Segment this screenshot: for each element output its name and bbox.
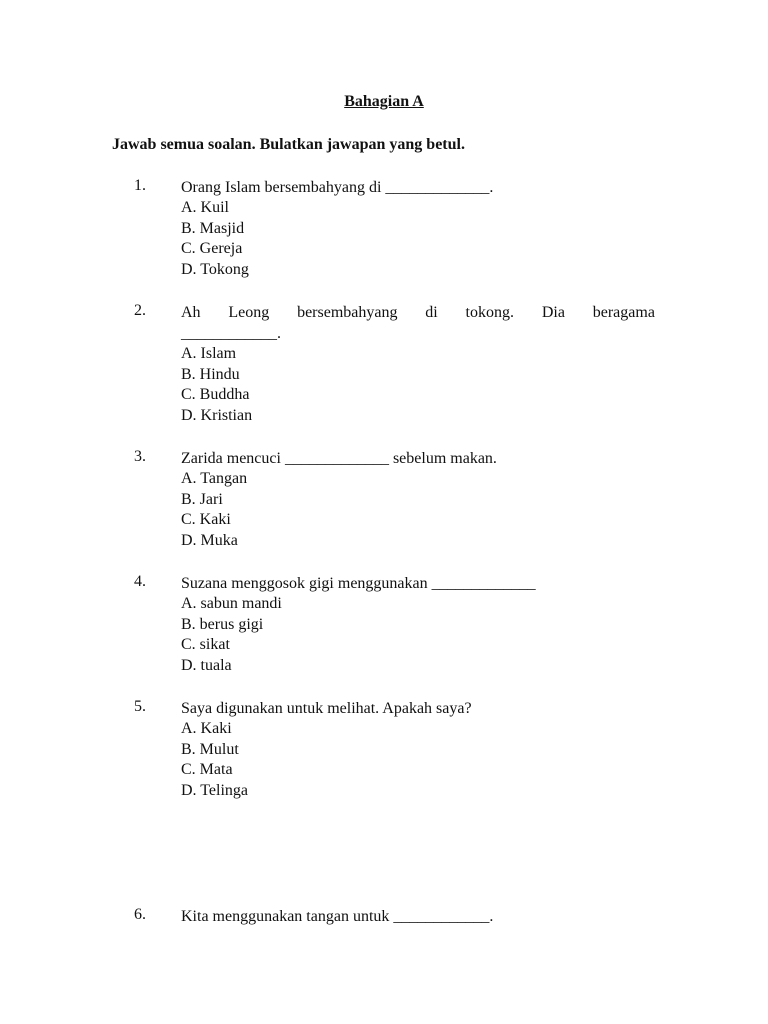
question-text: Saya digunakan untuk melihat. Apakah saya? xyxy=(181,700,472,717)
option-d[interactable]: D. Telinga xyxy=(181,782,249,800)
option-a[interactable]: A. Kaki xyxy=(181,720,232,737)
question-number: 4. xyxy=(134,573,146,590)
options-list xyxy=(181,594,655,677)
option-c[interactable]: C. Mata xyxy=(181,761,233,779)
option-a[interactable]: A. sabun mandi xyxy=(181,595,282,612)
question-word: di xyxy=(425,304,438,321)
options-list xyxy=(181,469,655,552)
option-b[interactable]: B. Hindu xyxy=(181,365,240,383)
option-c[interactable]: C. Buddha xyxy=(181,386,250,404)
question-text: Zarida mencuci _____________ sebelum makan. xyxy=(181,450,497,467)
option-c[interactable]: C. Kaki xyxy=(181,511,231,529)
option-c[interactable]: C. Gereja xyxy=(181,240,243,258)
question-number: 5. xyxy=(134,698,146,715)
options-list xyxy=(181,719,655,802)
options-list xyxy=(181,344,655,427)
question-number: 1. xyxy=(134,177,146,194)
option-d[interactable]: D. tuala xyxy=(181,657,232,675)
option-b[interactable]: B. Masjid xyxy=(181,219,245,237)
question-text: Suzana menggosok gigi menggunakan _____________ xyxy=(181,575,536,592)
question-number: 6. xyxy=(134,906,146,923)
question-word: Ah xyxy=(181,304,201,321)
question-text: Kita menggunakan tangan untuk ____________. xyxy=(181,908,494,925)
question-text xyxy=(181,302,655,323)
question-text-continued: ____________. xyxy=(181,325,281,342)
option-a[interactable]: A. Tangan xyxy=(181,470,248,487)
question-text: Orang Islam bersembahyang di _____________. xyxy=(181,179,494,196)
option-a[interactable]: A. Kuil xyxy=(181,199,229,216)
options-list xyxy=(181,198,655,281)
question-word: Dia xyxy=(541,304,565,321)
question-word: tokong. xyxy=(465,304,514,321)
question-number: 3. xyxy=(134,448,146,465)
section-title: Bahagian A xyxy=(344,93,424,110)
option-d[interactable]: D. Tokong xyxy=(181,261,249,279)
option-b[interactable]: B. berus gigi xyxy=(181,615,264,633)
option-b[interactable]: B. Jari xyxy=(181,490,223,508)
question-number: 2. xyxy=(134,302,146,319)
option-b[interactable]: B. Mulut xyxy=(181,740,239,758)
question-word: beragama xyxy=(592,304,655,321)
option-d[interactable]: D. Kristian xyxy=(181,407,253,425)
instruction-text: Jawab semua soalan. Bulatkan jawapan yang betul. xyxy=(112,136,465,153)
option-a[interactable]: A. Islam xyxy=(181,345,237,362)
question-word: bersembahyang xyxy=(297,304,398,321)
question-word: Leong xyxy=(228,304,270,321)
option-d[interactable]: D. Muka xyxy=(181,532,238,550)
option-c[interactable]: C. sikat xyxy=(181,636,230,654)
